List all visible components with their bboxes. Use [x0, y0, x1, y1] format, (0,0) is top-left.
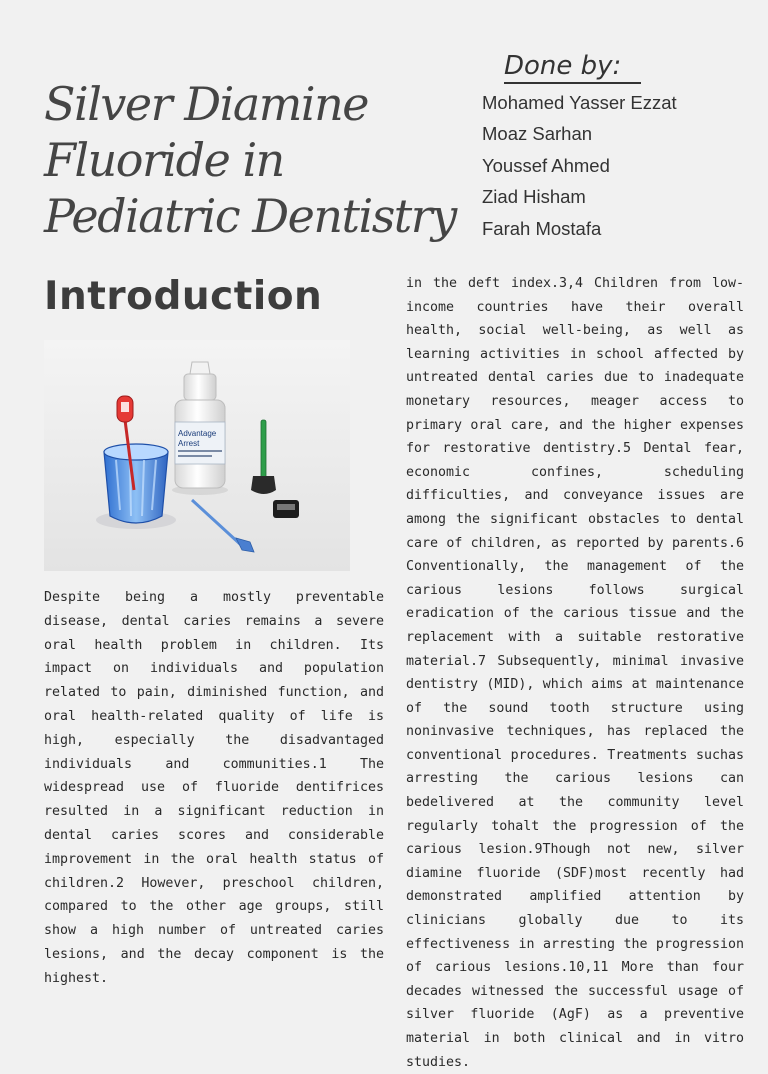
author-name: Moaz Sarhan [482, 123, 593, 145]
dappen-dish-icon [96, 444, 176, 529]
section-heading: Introduction [44, 274, 323, 319]
done-by-heading: Done by: [504, 50, 641, 84]
author-name: Ziad Hisham [482, 186, 586, 208]
bottle-label-text: Advantage [178, 429, 217, 438]
intro-paragraph-left: Despite being a mostly preventable disease, dental caries remains a severe oral health problem in children. Its impact on individuals and population related to pain, diminished function, and oral health-related quality of life is high, especially the disadvantaged individuals and communities.1 The widespread use of fluoride dentifrices resulted in a significant reduction in dental caries scores and considerable improvement in the oral health status of children.2 However, preschool children, compared to the other age groups, still show a high number of untreated caries lesions, and the decay component is the highest. [44, 590, 384, 986]
author-list [482, 89, 677, 246]
document-title [44, 76, 464, 244]
product-photo [44, 340, 350, 571]
intro-paragraph-right: in the deft index.3,4 Children from low-income countries have their overall health, social well-being, as well as learning activities in school affected by untreated dental caries due to inadequate monetary resources, meager access to primary oral care, and the higher expenses for restorative dentistry.5 Dental fear, economic confines, scheduling difficulties, and conveyance issues are among the significant obstacles to dental care of children, as reported by parents.6 Conventionally, the management of the carious lesions follows surgical eradication of the carious tissue and the replacement with a suitable restorative material.7 Subsequently, minimal invasive dentistry (MID), which aims at maintenance of the sound tooth structure using noninvasive techniques, has replaced the conventional procedures. Treatments suchas arresting the carious lesions can bedelivered at the community level regularly tohalt the progression of the carious lesion.9Though not new, silver diamine fluoride (SDF)most recently had demonstrated amplified attention by clinicians globally due to its effectiveness in arresting the progression of carious lesions.10,11 More than four decades witnessed the successful usage of silver fluoride (AgF) as a preventive material in both clinical and in vitro studies. [406, 276, 744, 1070]
title-line: Silver Diamine [44, 77, 368, 131]
title-line: Pediatric Dentistry [44, 189, 456, 243]
author-name: Youssef Ahmed [482, 154, 610, 176]
bottle-label-text: Arrest [178, 439, 200, 448]
author-name: Farah Mostafa [482, 217, 602, 239]
author-name: Mohamed Yasser Ezzat [482, 92, 677, 113]
title-line: Fluoride in [44, 133, 284, 187]
bottle-cap-icon [273, 500, 299, 518]
